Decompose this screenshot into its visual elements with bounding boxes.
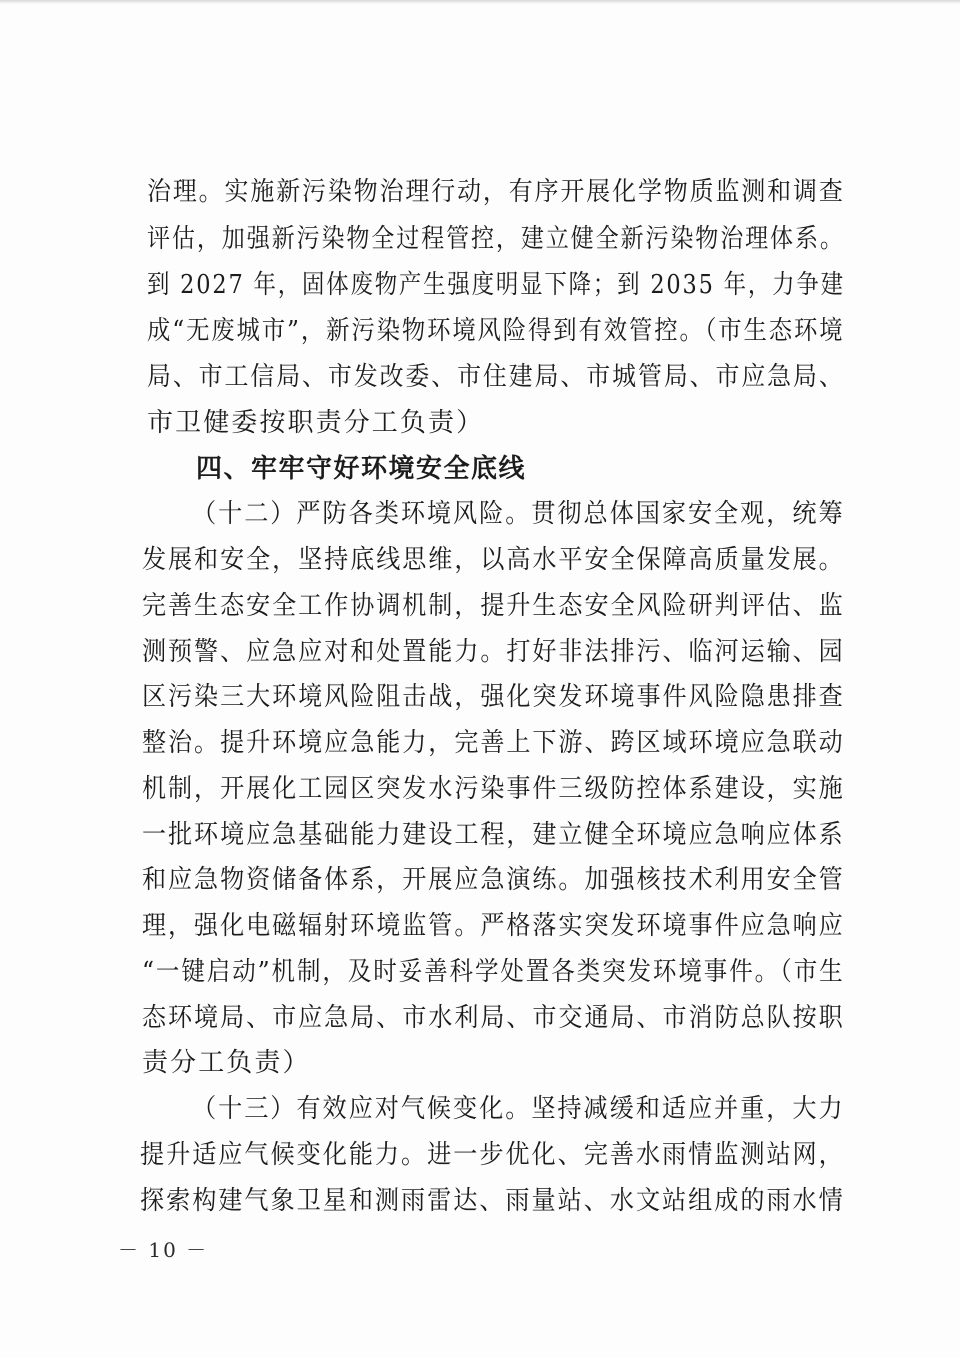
paragraph-line: 评估，加强新污染物全过程管控，建立健全新污染物治理体系。 [147,224,845,254]
paragraph-line: （十二）严防各类环境风险。贯彻总体国家安全观，统筹 [192,499,845,529]
paragraph-line: 局、市工信局、市发改委、市住建局、市城管局、市应急局、 [147,362,845,392]
paragraph-line: 机制，开展化工园区突发水污染事件三级防控体系建设，实施 [142,774,845,804]
paragraph-line: 完善生态安全工作协调机制，提升生态安全风险研判评估、监 [142,591,845,621]
paragraph-line: 发展和安全，坚持底线思维，以高水平安全保障高质量发展。 [142,545,845,575]
paragraph-line: 区污染三大环境风险阻击战，强化突发环境事件风险隐患排查 [142,682,845,712]
paragraph-line: 成“无废城市”，新污染物环境风险得到有效管控。（市生态环境 [147,316,845,346]
paragraph-line: （十三）有效应对气候变化。坚持减缓和适应并重，大力 [192,1094,845,1124]
section-heading: 四、牢牢守好环境安全底线 [196,454,527,484]
paragraph-line: 市卫健委按职责分工负责） [147,408,485,438]
page-number: － 10 － [118,1238,209,1262]
paragraph-line: 理，强化电磁辐射环境监管。严格落实突发环境事件应急响应 [142,911,845,941]
paragraph-line: “一键启动”机制，及时妥善科学处置各类突发环境事件。（市生 [142,957,845,987]
paragraph-line: 责分工负责） [142,1048,311,1078]
paragraph-line: 到 2027 年，固体废物产生强度明显下降；到 2035 年，力争建 [147,270,845,300]
scan-top-edge [0,0,960,4]
paragraph-line: 和应急物资储备体系，开展应急演练。加强核技术利用安全管 [142,865,845,895]
paragraph-line: 测预警、应急应对和处置能力。打好非法排污、临河运输、园 [142,637,845,667]
paragraph-line: 探索构建气象卫星和测雨雷达、雨量站、水文站组成的雨水情 [140,1186,845,1216]
paragraph-line: 治理。实施新污染物治理行动，有序开展化学物质监测和调查 [147,177,845,207]
paragraph-line: 提升适应气候变化能力。进一步优化、完善水雨情监测站网， [140,1140,845,1170]
paragraph-line: 一批环境应急基础能力建设工程，建立健全环境应急响应体系 [142,820,845,850]
paragraph-line: 态环境局、市应急局、市水利局、市交通局、市消防总队按职 [142,1003,845,1033]
paragraph-line: 整治。提升环境应急能力，完善上下游、跨区域环境应急联动 [142,728,845,758]
